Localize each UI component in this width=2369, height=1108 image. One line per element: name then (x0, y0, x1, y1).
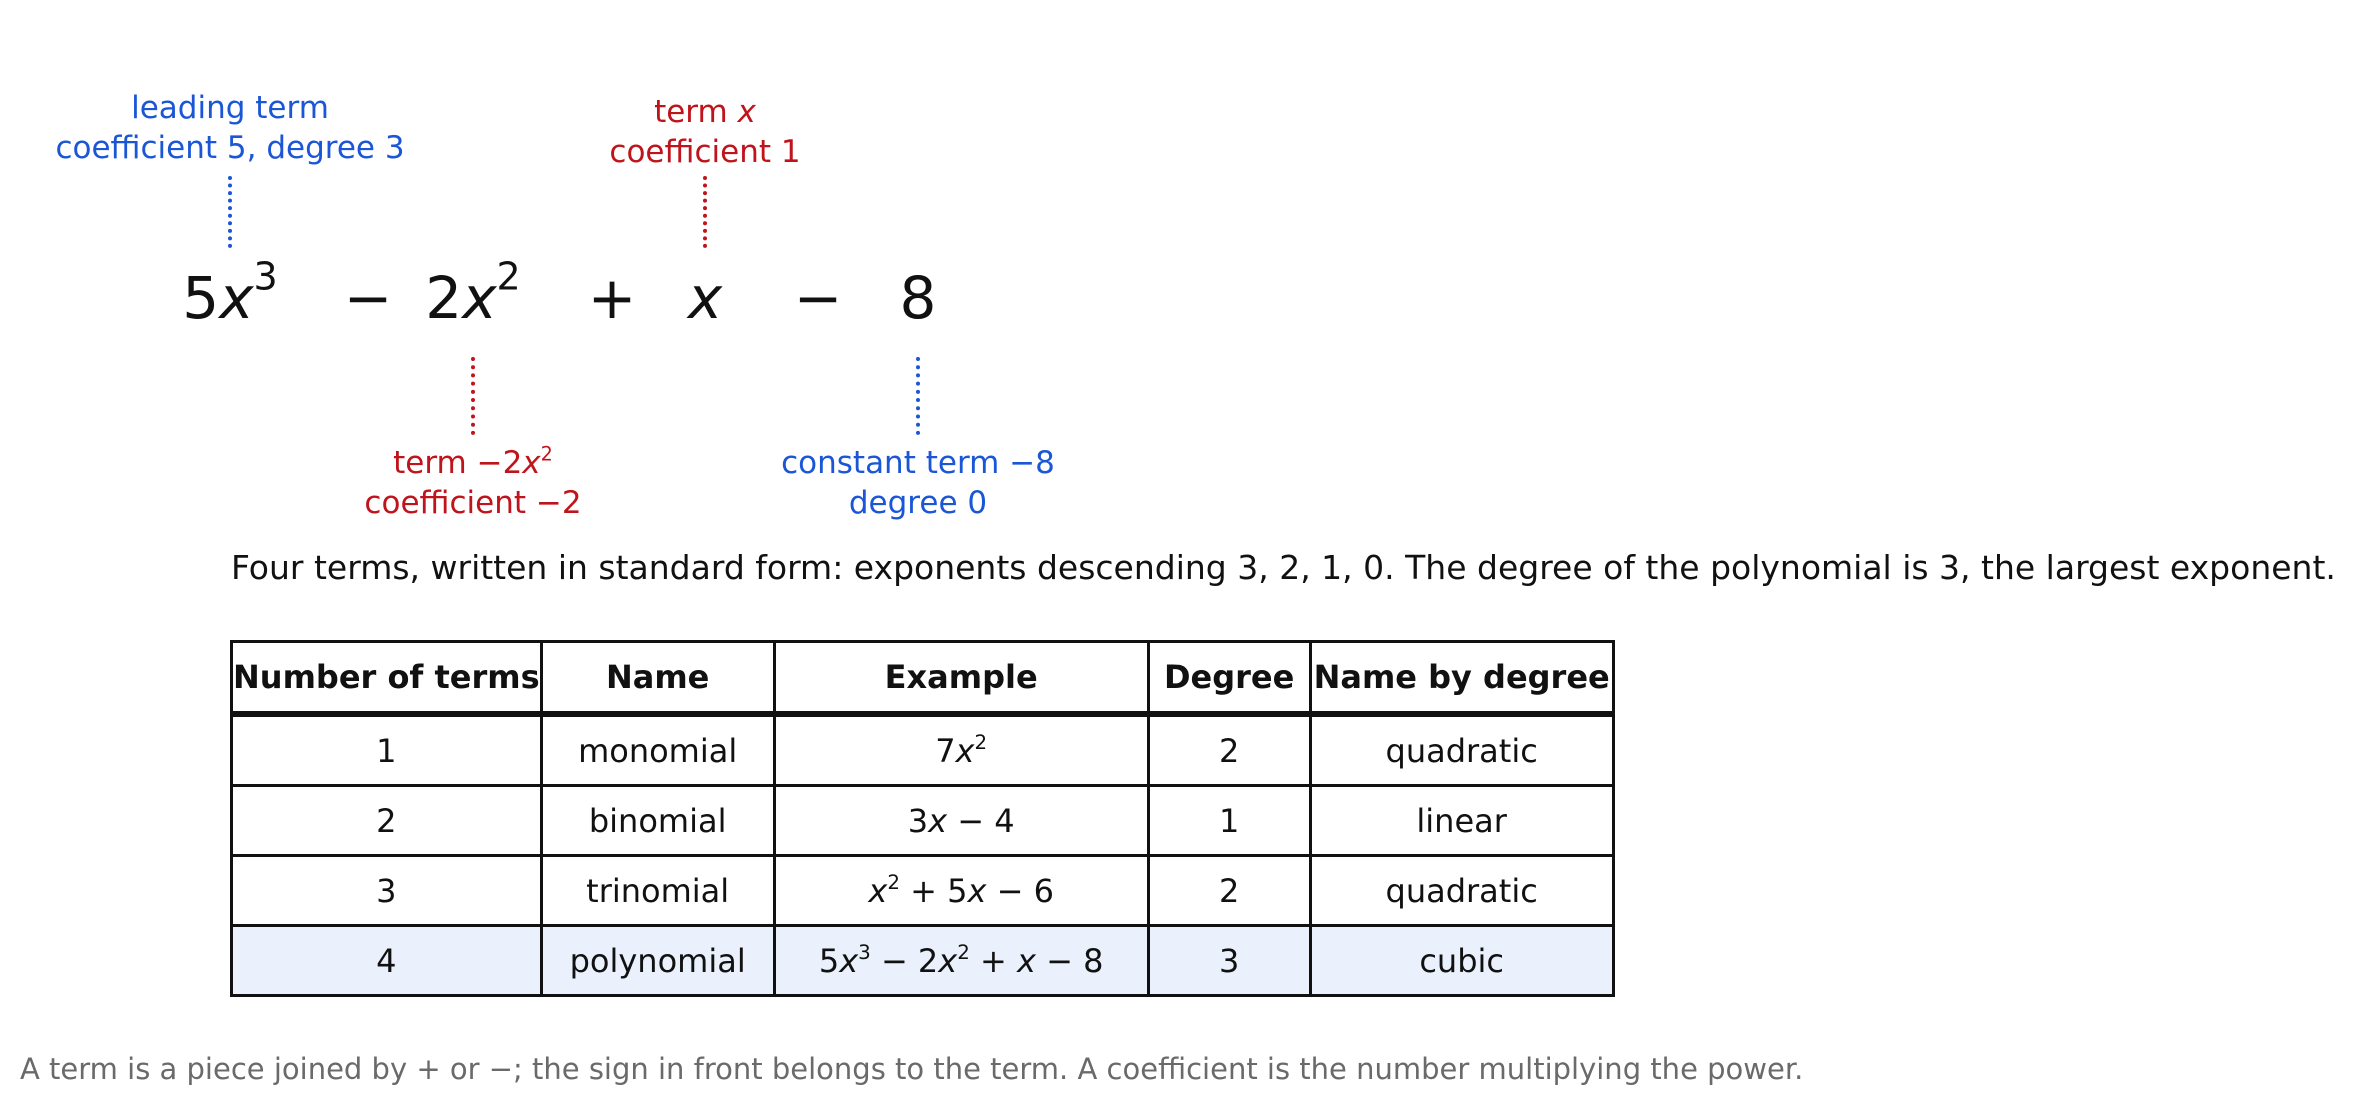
cell-degree: 2 (1148, 856, 1310, 926)
cell-name: binomial (541, 786, 774, 856)
term-2x2-leader (471, 357, 475, 435)
table-row (232, 714, 1614, 786)
constant-term-detail: degree 0 (848, 485, 988, 521)
cell-terms: 2 (232, 786, 542, 856)
leading-term-detail: coefficient 5, degree 3 (55, 130, 405, 166)
cell-example: $7x^2$ (774, 714, 1148, 786)
term-2x2-exp: 2 (540, 442, 553, 466)
expr-term-1: $5x^3$ (182, 254, 278, 332)
header-name: Name (541, 642, 774, 715)
cell-name: trinomial (541, 856, 774, 926)
leading-term-leader (228, 176, 232, 248)
header-example: Example (774, 642, 1148, 715)
cell-terms: 1 (232, 714, 542, 786)
term-x-detail: coefficient 1 (609, 134, 801, 170)
cell-terms: 4 (232, 926, 542, 996)
table-row-highlighted (232, 926, 1614, 996)
cell-degree: 1 (1148, 786, 1310, 856)
term-2x2-annotation (364, 443, 581, 523)
constant-term-leader (916, 357, 920, 435)
expr-op-2: + (587, 264, 637, 332)
term-2x2-var: x (522, 445, 541, 481)
cell-degree: 3 (1148, 926, 1310, 996)
expr-op-3: − (793, 264, 843, 332)
expr-op-1: − (343, 264, 393, 332)
table-row (232, 786, 1614, 856)
term-x-prefix: term (654, 94, 728, 130)
term-x-var: x (737, 94, 756, 130)
standard-form-description: Four terms, written in standard form: exponents descending 3, 2, 1, 0. The degree of the polynomial is 3, the largest exponent. (231, 548, 2336, 587)
leading-term-annotation (55, 88, 404, 168)
term-2x2-detail: coefficient −2 (364, 485, 582, 521)
cell-name-by-degree: cubic (1310, 926, 1613, 996)
constant-term-label: constant term −8 (781, 445, 1055, 481)
cell-name-by-degree: quadratic (1310, 856, 1613, 926)
header-degree: Degree (1148, 642, 1310, 715)
cell-name-by-degree: linear (1310, 786, 1613, 856)
footnote: A term is a piece joined by + or −; the sign in front belongs to the term. A coefficient is the number multiplying the power. (20, 1052, 1804, 1086)
expr-term-3: x (687, 264, 723, 332)
term-x-leader (703, 176, 707, 248)
header-number-of-terms: Number of terms (232, 642, 542, 715)
leading-term-label: leading term (131, 90, 329, 126)
cell-name: polynomial (541, 926, 774, 996)
constant-term-annotation (781, 443, 1055, 523)
term-x-annotation (609, 92, 800, 172)
term-2x2-prefix: term −2 (393, 445, 523, 481)
polynomial-names-table (230, 640, 1615, 997)
cell-name-by-degree: quadratic (1310, 714, 1613, 786)
cell-example: $x^2 + 5x - 6$ (774, 856, 1148, 926)
cell-example: $5x^3 - 2x^2 + x - 8$ (774, 926, 1148, 996)
table-row (232, 856, 1614, 926)
cell-degree: 2 (1148, 714, 1310, 786)
expr-term-4: 8 (899, 264, 937, 332)
cell-terms: 3 (232, 856, 542, 926)
cell-example: 3x − 4 (774, 786, 1148, 856)
header-name-by-degree: Name by degree (1310, 642, 1613, 715)
table-header-row (232, 642, 1614, 715)
expr-term-2: $2x^2$ (425, 254, 521, 332)
cell-name: monomial (541, 714, 774, 786)
